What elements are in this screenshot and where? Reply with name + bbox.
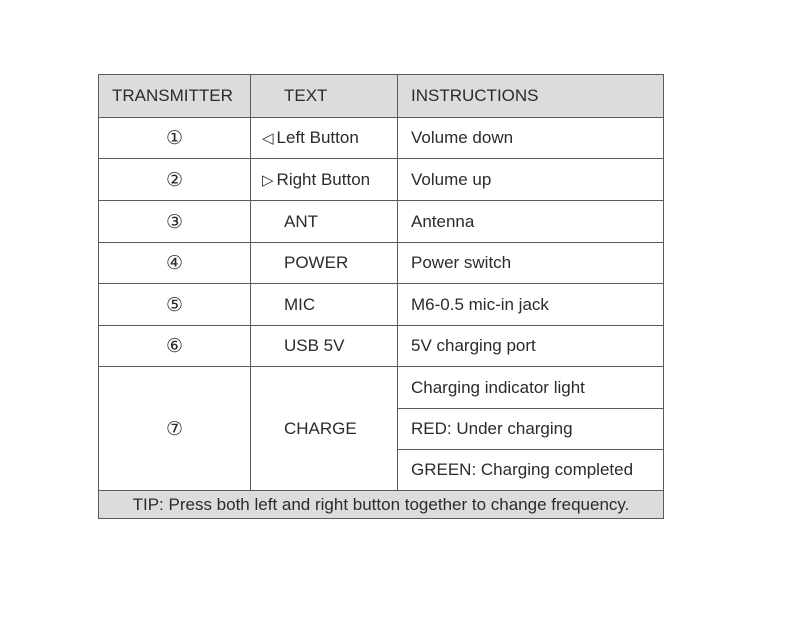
item-number: ① bbox=[99, 118, 251, 159]
tip-row bbox=[99, 491, 664, 519]
item-text: MIC bbox=[251, 284, 398, 326]
table-row-charge bbox=[99, 367, 664, 409]
charge-instruction: RED: Under charging bbox=[398, 409, 664, 450]
header-transmitter: TRANSMITTER bbox=[99, 75, 251, 118]
table-row bbox=[99, 118, 664, 159]
item-instruction: Volume up bbox=[398, 159, 664, 201]
item-text: POWER bbox=[251, 243, 398, 284]
item-instruction: M6-0.5 mic-in jack bbox=[398, 284, 664, 326]
item-text: USB 5V bbox=[251, 326, 398, 367]
item-number: ⑥ bbox=[99, 326, 251, 367]
header-text: TEXT bbox=[251, 75, 398, 118]
transmitter-instructions-table bbox=[98, 74, 664, 519]
item-number: ⑦ bbox=[99, 367, 251, 491]
item-instruction: Antenna bbox=[398, 201, 664, 243]
item-text-label: Left Button bbox=[276, 128, 359, 147]
item-instruction: Volume down bbox=[398, 118, 664, 159]
table-row bbox=[99, 326, 664, 367]
item-text-label: Right Button bbox=[276, 169, 371, 189]
right-triangle-icon: ▷ bbox=[262, 170, 274, 189]
item-number: ③ bbox=[99, 201, 251, 243]
table-row bbox=[99, 243, 664, 284]
item-number: ④ bbox=[99, 243, 251, 284]
item-text: CHARGE bbox=[251, 367, 398, 491]
item-text bbox=[251, 159, 398, 201]
table-row bbox=[99, 201, 664, 243]
item-number: ⑤ bbox=[99, 284, 251, 326]
item-instruction: Power switch bbox=[398, 243, 664, 284]
item-instruction: 5V charging port bbox=[398, 326, 664, 367]
item-text: ANT bbox=[251, 201, 398, 243]
tip-text: TIP: Press both left and right button together to change frequency. bbox=[99, 491, 664, 519]
table-row bbox=[99, 159, 664, 201]
left-triangle-icon: ◁ bbox=[262, 129, 274, 147]
table-row bbox=[99, 284, 664, 326]
table-header-row bbox=[99, 75, 664, 118]
charge-instruction: Charging indicator light bbox=[398, 367, 664, 409]
item-number: ② bbox=[99, 159, 251, 201]
header-instructions: INSTRUCTIONS bbox=[398, 75, 664, 118]
charge-instruction: GREEN: Charging completed bbox=[398, 450, 664, 491]
item-text bbox=[251, 118, 398, 159]
